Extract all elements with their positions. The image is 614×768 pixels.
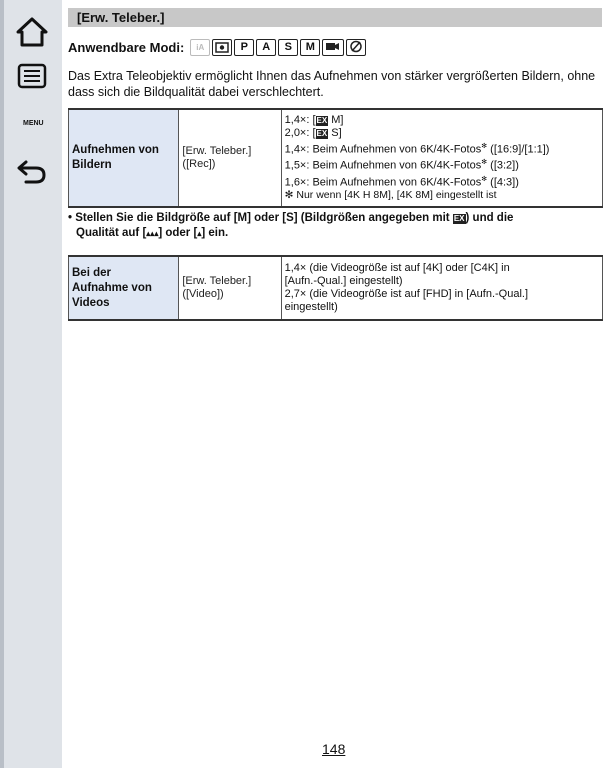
mode-p: P bbox=[234, 39, 254, 56]
back-button[interactable] bbox=[14, 152, 50, 188]
applicable-modes bbox=[68, 38, 368, 56]
bullet-note bbox=[68, 211, 608, 241]
quality-standard-icon: ▴ bbox=[197, 229, 202, 238]
photo-value-line2: 2,0×: [EX S] bbox=[284, 126, 342, 139]
photo-setting-line2: ([Rec]) bbox=[182, 158, 216, 170]
photo-value-line3: 1,4×: Beim Aufnehmen von 6K/4K-Fotos✻ ([16:9]/[1:1]) bbox=[284, 142, 550, 156]
video-heading-line2: Aufnahme von bbox=[72, 281, 152, 294]
photo-value-line5: 1,6×: Beim Aufnehmen von 6K/4K-Fotos✻ ([4:3]) bbox=[284, 175, 519, 189]
mode-creative-video-icon bbox=[322, 39, 344, 56]
photo-setting bbox=[179, 109, 281, 207]
video-setting-line2: ([Video]) bbox=[182, 288, 224, 300]
section-title-bar bbox=[68, 8, 602, 27]
photo-setting-line1: [Erw. Teleber.] bbox=[182, 145, 252, 157]
ex-icon: EX bbox=[316, 115, 328, 125]
ex-icon: EX bbox=[316, 128, 328, 138]
photo-footnote: ✻ Nur wenn [4K H 8M], [4K 8M] eingestellt ist bbox=[284, 189, 497, 202]
video-value-line3: 2,7× (die Videogröße ist auf [FHD] in [Aufn.-Qual.] bbox=[284, 288, 529, 300]
mode-intelligent-auto: iA bbox=[190, 39, 210, 56]
menu-label: MENU bbox=[23, 120, 44, 127]
mode-creative-control-icon bbox=[346, 39, 366, 56]
return-icon bbox=[14, 152, 50, 188]
video-value-line4: eingestellt) bbox=[284, 301, 338, 313]
video-heading bbox=[69, 256, 179, 320]
photo-heading-line2: Bildern bbox=[72, 159, 112, 171]
section-title: [Erw. Teleber.] bbox=[77, 10, 165, 25]
home-button[interactable] bbox=[14, 14, 50, 50]
photo-values bbox=[281, 109, 602, 207]
mode-intelligent-auto-plus-icon bbox=[212, 39, 232, 56]
video-value-line1: 1,4× (die Videogröße ist auf [4K] oder [C4K] in bbox=[284, 262, 510, 274]
bullet-line2: Qualität auf [▴▴▴] oder [▴] ein. bbox=[76, 227, 229, 239]
table-row bbox=[69, 256, 603, 320]
video-heading-line1: Bei der bbox=[72, 266, 111, 279]
photo-table bbox=[68, 108, 603, 208]
video-value-line2: [Aufn.-Qual.] eingestellt) bbox=[284, 275, 403, 287]
photo-heading bbox=[69, 109, 179, 207]
video-setting-line1: [Erw. Teleber.] bbox=[182, 275, 252, 287]
photo-value-line4: 1,5×: Beim Aufnehmen von 6K/4K-Fotos✻ ([3:2]) bbox=[284, 159, 519, 172]
list-icon bbox=[14, 58, 50, 94]
video-heading-line3: Videos bbox=[72, 296, 110, 309]
photo-value-line1: 1,4×: [EX M] bbox=[284, 113, 344, 126]
video-values bbox=[281, 256, 602, 320]
sidebar bbox=[0, 0, 62, 768]
mode-a: A bbox=[256, 39, 276, 56]
home-icon bbox=[14, 14, 50, 50]
ex-icon: EX bbox=[453, 214, 465, 223]
modes-label: Anwendbare Modi: bbox=[68, 39, 185, 55]
mode-s: S bbox=[278, 39, 298, 56]
page-number: 148 bbox=[322, 741, 346, 757]
table-row bbox=[69, 109, 603, 207]
bullet-line1: • Stellen Sie die Bildgröße auf [M] oder [S] (Bildgrößen angegeben mit EX) und die bbox=[68, 212, 514, 224]
quality-fine-icon: ▴▴▴ bbox=[146, 229, 159, 238]
intro-paragraph: Das Extra Teleobjektiv ermöglicht Ihnen das Aufnehmen von stärker vergrößerten Bildern, ohne dass sich die Bildqualität dabei verschlechtert. bbox=[68, 69, 596, 99]
mode-m: M bbox=[300, 39, 320, 56]
toc-button[interactable] bbox=[14, 58, 50, 94]
photo-heading-line1: Aufnehmen von bbox=[72, 144, 159, 156]
sidebar-edge bbox=[0, 0, 4, 768]
video-setting bbox=[179, 256, 281, 320]
menu-button[interactable] bbox=[14, 106, 50, 142]
video-table bbox=[68, 255, 603, 321]
